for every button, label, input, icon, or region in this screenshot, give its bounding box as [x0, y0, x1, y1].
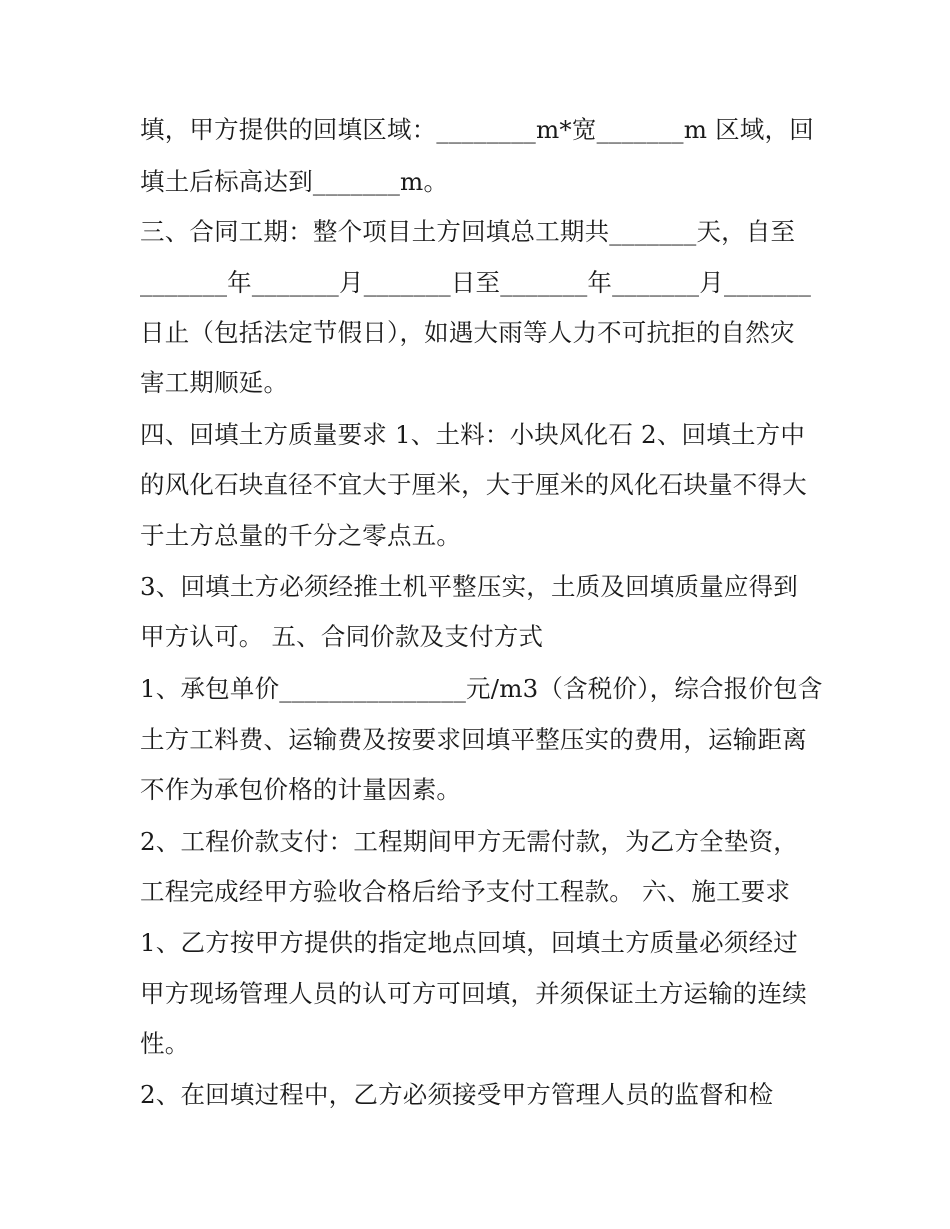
text-line: _______年_______月_______日至_______年_______月_______ [140, 268, 812, 297]
text-line: 1、承包单价_______________元/m3（含税价），综合报价包含 [140, 674, 823, 703]
text-line: 三、合同工期：整个项目土方回填总工期共_______天，自至 [140, 217, 796, 246]
text-line: 于土方总量的千分之零点五。 [140, 521, 462, 550]
text-line: 性。 [140, 1029, 190, 1058]
text-line: 3、回填土方必须经推土机平整压实，土质及回填质量应得到 [140, 572, 798, 601]
text-line: 不作为承包价格的计量因素。 [140, 775, 462, 804]
text-line: 2、工程价款支付：工程期间甲方无需付款，为乙方全垫资， [140, 827, 798, 856]
text-line: 的风化石块直径不宜大于厘米，大于厘米的风化石块量不得大 [140, 470, 807, 499]
text-line: 填，甲方提供的回填区域：________m*宽_______m 区域，回 [140, 115, 814, 144]
text-line: 甲方认可。 五、合同价款及支付方式 [140, 622, 544, 651]
text-line: 1、乙方按甲方提供的指定地点回填，回填土方质量必须经过 [140, 928, 798, 957]
text-line: 害工期顺延。 [140, 368, 289, 397]
text-line: 工程完成经甲方验收合格后给予支付工程款。 六、施工要求 [140, 877, 791, 906]
text-line: 土方工料费、运输费及按要求回填平整压实的费用，运输距离 [140, 725, 807, 754]
text-line: 日止（包括法定节假日），如遇大雨等人力不可抗拒的自然灾 [140, 318, 795, 347]
text-line: 甲方现场管理人员的认可方可回填，并须保证土方运输的连续 [140, 979, 807, 1008]
text-line: 2、在回填过程中，乙方必须接受甲方管理人员的监督和检 [140, 1080, 774, 1109]
text-line: 四、回填土方质量要求 1、土料：小块风化石 2、回填土方中 [140, 420, 806, 449]
text-line: 填土后标高达到_______m。 [140, 167, 449, 196]
